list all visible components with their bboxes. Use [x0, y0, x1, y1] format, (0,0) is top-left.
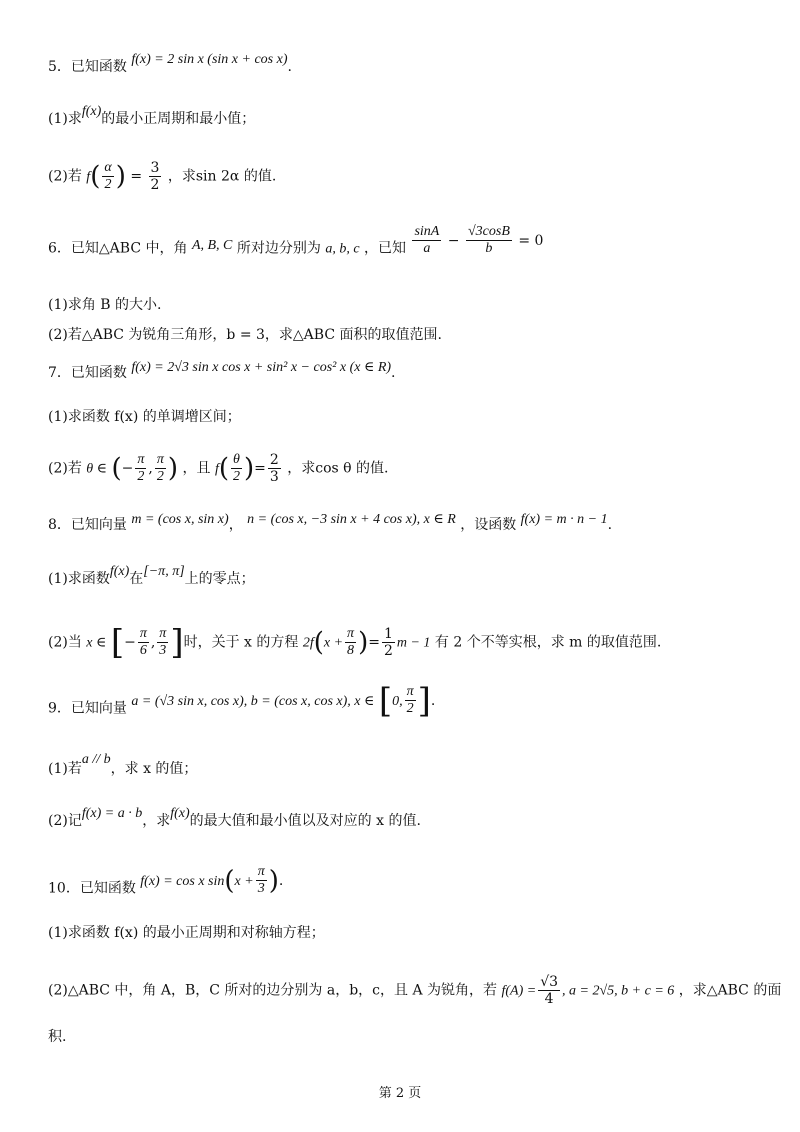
p7-stem: 7．已知函数 f(x) = 2√3 sin x cos x + sin² x − cos² x (x ∈ R). [48, 360, 396, 381]
p10-q2: (2)△ABC 中，角 A，B，C 所对的边分别为 a，b，c，且 A 为锐角，若 f(A) = $\frac{√3}{4}$ , a = 2√5, b + c = 6 ，求△ABC 的面 [48, 974, 782, 1007]
p9-stem: 9．已知向量 a = (√3 sin x, cos x), b = (cos x, cos x), x ∈ [0, $\frac{\pi}{2}$ ]. [48, 680, 436, 721]
p10-q1: (1)求函数 f(x) 的最小正周期和对称轴方程； [48, 925, 325, 941]
p8-q1: (1)求函数f(x)在[−π, π]上的零点； [48, 564, 255, 587]
p7-q2: (2)若 θ ∈ (− $\frac{\pi}{2}$ , $\frac{\pi}{2}$ ) ，且 f( $\frac{\theta}{2}$ )= $\frac{2}{3}$ ，求cos θ 的值. [48, 452, 389, 485]
p9-q2: (2)记f(x) = a · b，求f(x)的最大值和最小值以及对应的 x 的值. [48, 806, 421, 829]
p10-stem: 10．已知函数 f(x) = cos x sin(x + $\frac{\pi}{3}$ ). [48, 864, 284, 897]
p6-q1: (1)求角 B 的大小. [48, 297, 162, 313]
p6-q2: (2)若△ABC 为锐角三角形，b = 3，求△ABC 面积的取值范围. [48, 327, 442, 343]
page-footer: 第 2 页 [378, 1086, 422, 1101]
p5-formula: f(x) = 2 sin x (sin x + cos x) [131, 52, 288, 67]
p6-stem: 6．已知△ABC 中，角 A, B, C 所对边分别为 a, b, c ，已知 $\frac{\sin A}{a}$ − $\frac{√3\cos B}{b}$ = 0 [48, 224, 544, 257]
p8-stem: 8．已知向量 m = (cos x, sin x)， n = (cos x, −3 sin x + 4 cos x), x ∈ R ，设函数 f(x) = m · n − 1. [48, 512, 613, 533]
p9-q1: (1)若a // b，求 x 的值； [48, 752, 198, 777]
p5-q2: (2)若 f( $\frac{\alpha}{2}$ ) = $\frac{3}{2}$ ，求sin 2α 的值. [48, 160, 277, 193]
p5-q1: (1)求f(x)的最小正周期和最小值； [48, 104, 256, 127]
p5-stem: 5．已知函数 f(x) = 2 sin x (sin x + cos x). [48, 52, 292, 75]
p7-q1: (1)求函数 f(x) 的单调增区间； [48, 409, 241, 425]
p8-q2: (2)当 x ∈ [− $\frac{\pi}{6}$ , $\frac{\pi}{3}$ ]时，关于 x 的方程 2f(x + $\frac{\pi}{8}$ )= $\frac{1}{2}$ m − 1 有 2 个不等实根，求 m 的取值范围. [48, 622, 662, 663]
p10-q2-cont: 积. [48, 1029, 67, 1045]
